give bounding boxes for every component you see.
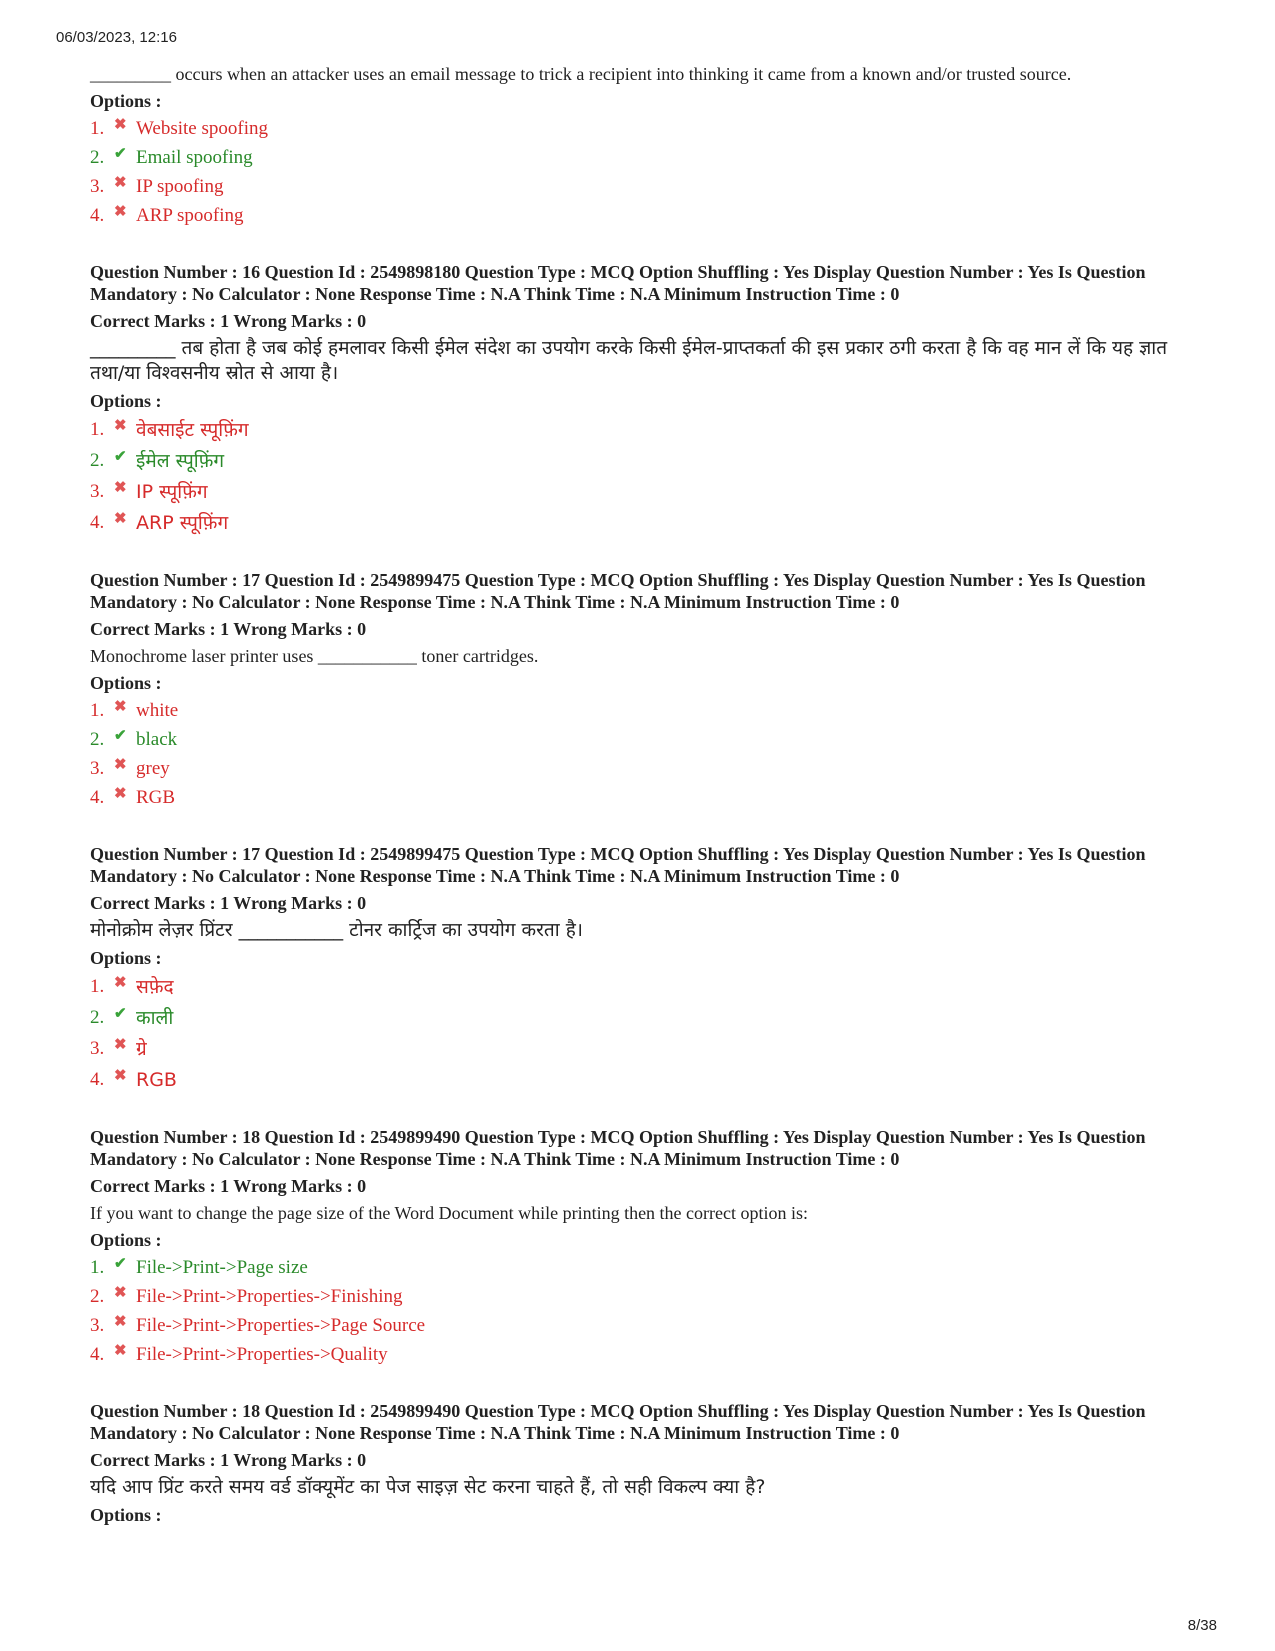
question-text: _________ occurs when an attacker uses an email message to trick a recipient into thinking it came from a known and/or trusted source. xyxy=(90,64,1072,84)
option-item xyxy=(90,786,1200,810)
options-label: Options : xyxy=(90,673,162,693)
option-number: 1. xyxy=(90,976,105,997)
question-meta: Question Number : 18 Question Id : 2549899490 Question Type : MCQ Option Shuffling : Yes Display Question Number : Yes Is Question Mandatory : No Calculator : None Response Time : N.A Think Time : N.A Minimum Instruction Time : 0 xyxy=(90,1401,1146,1443)
question-marks: Correct Marks : 1 Wrong Marks : 0 xyxy=(90,311,367,331)
option-number: 3. xyxy=(90,481,105,502)
check-icon: ✔ xyxy=(114,449,127,465)
option-number: 4. xyxy=(90,1069,105,1090)
question-text: यदि आप प्रिंट करते समय वर्ड डॉक्यूमेंट का पेज साइज़ सेट करना चाहते हैं, तो सही विकल्प क्या है? xyxy=(90,1476,766,1498)
question-block xyxy=(90,1126,1200,1367)
option-item xyxy=(90,204,1200,228)
option-number: 1. xyxy=(90,1257,105,1278)
option-number: 2. xyxy=(90,450,105,471)
options-label: Options : xyxy=(90,91,162,111)
option-item xyxy=(90,175,1200,199)
question-marks: Correct Marks : 1 Wrong Marks : 0 xyxy=(90,619,367,639)
option-item xyxy=(90,146,1200,170)
options-label: Options : xyxy=(90,391,162,411)
option-text: File->Print->Properties->Quality xyxy=(136,1344,388,1365)
option-text: white xyxy=(136,700,179,721)
cross-icon: ✖ xyxy=(114,1037,127,1053)
check-icon: ✔ xyxy=(114,1006,127,1022)
option-number: 4. xyxy=(90,787,105,808)
option-number: 1. xyxy=(90,419,105,440)
cross-icon: ✖ xyxy=(114,1068,127,1084)
question-block xyxy=(90,843,1200,1093)
option-item xyxy=(90,1067,1200,1093)
check-icon: ✔ xyxy=(114,146,127,162)
options-label: Options : xyxy=(90,1505,162,1525)
options-label: Options : xyxy=(90,1230,162,1250)
option-item xyxy=(90,1256,1200,1280)
question-block xyxy=(90,62,1200,228)
option-text: सफ़ेद xyxy=(136,976,174,998)
option-item xyxy=(90,117,1200,141)
cross-icon: ✖ xyxy=(114,480,127,496)
option-number: 2. xyxy=(90,729,105,750)
option-item xyxy=(90,417,1200,443)
option-number: 2. xyxy=(90,1286,105,1307)
question-marks: Correct Marks : 1 Wrong Marks : 0 xyxy=(90,1176,367,1196)
option-text: RGB xyxy=(136,787,176,808)
option-text: ARP spoofing xyxy=(136,205,244,226)
question-meta: Question Number : 16 Question Id : 2549898180 Question Type : MCQ Option Shuffling : Yes Display Question Number : Yes Is Question Mandatory : No Calculator : None Response Time : N.A Think Time : N.A Minimum Instruction Time : 0 xyxy=(90,262,1146,304)
option-text: ईमेल स्पूफ़िंग xyxy=(136,450,225,472)
option-item xyxy=(90,1285,1200,1309)
option-number: 4. xyxy=(90,512,105,533)
option-number: 4. xyxy=(90,205,105,226)
option-text: File->Print->Page size xyxy=(136,1257,308,1278)
cross-icon: ✖ xyxy=(114,975,127,991)
option-item xyxy=(90,1005,1200,1031)
cross-icon: ✖ xyxy=(114,511,127,527)
option-item xyxy=(90,757,1200,781)
option-text: IP spoofing xyxy=(136,176,224,197)
option-number: 3. xyxy=(90,1038,105,1059)
option-text: RGB xyxy=(136,1069,177,1091)
cross-icon: ✖ xyxy=(114,1343,127,1359)
question-text: मोनोक्रोम लेज़र प्रिंटर ___________ टोनर कार्ट्रिज का उपयोग करता है। xyxy=(90,919,583,941)
option-text: वेबसाईट स्पूफ़िंग xyxy=(136,419,249,441)
question-meta: Question Number : 17 Question Id : 2549899475 Question Type : MCQ Option Shuffling : Yes Display Question Number : Yes Is Question Mandatory : No Calculator : None Response Time : N.A Think Time : N.A Minimum Instruction Time : 0 xyxy=(90,570,1146,612)
option-number: 4. xyxy=(90,1344,105,1365)
question-meta: Question Number : 18 Question Id : 2549899490 Question Type : MCQ Option Shuffling : Yes Display Question Number : Yes Is Question Mandatory : No Calculator : None Response Time : N.A Think Time : N.A Minimum Instruction Time : 0 xyxy=(90,1127,1146,1169)
cross-icon: ✖ xyxy=(114,699,127,715)
option-item xyxy=(90,510,1200,536)
option-text: File->Print->Properties->Page Source xyxy=(136,1315,426,1336)
option-item xyxy=(90,1036,1200,1062)
check-icon: ✔ xyxy=(114,1256,127,1272)
option-item xyxy=(90,1314,1200,1338)
option-item xyxy=(90,974,1200,1000)
option-text: ARP स्पूफ़िंग xyxy=(136,512,229,534)
option-number: 2. xyxy=(90,147,105,168)
cross-icon: ✖ xyxy=(114,175,127,191)
option-number: 3. xyxy=(90,176,105,197)
question-marks: Correct Marks : 1 Wrong Marks : 0 xyxy=(90,1450,367,1470)
question-block xyxy=(90,1400,1200,1526)
option-text: ग्रे xyxy=(136,1038,147,1060)
option-text: File->Print->Properties->Finishing xyxy=(136,1286,403,1307)
question-block xyxy=(90,569,1200,810)
options-label: Options : xyxy=(90,948,162,968)
option-item xyxy=(90,448,1200,474)
option-text: black xyxy=(136,729,178,750)
question-marks: Correct Marks : 1 Wrong Marks : 0 xyxy=(90,893,367,913)
option-text: काली xyxy=(136,1007,174,1029)
option-number: 1. xyxy=(90,118,105,139)
question-text: _________ तब होता है जब कोई हमलावर किसी ईमेल संदेश का उपयोग करके किसी ईमेल-प्राप्तकर्ता की इस प्रकार ठगी करता है कि वह मान लें कि यह ज्ञात तथा/या विश्वसनीय स्रोत से आया है। xyxy=(90,337,1168,384)
option-number: 1. xyxy=(90,700,105,721)
option-text: grey xyxy=(136,758,170,779)
cross-icon: ✖ xyxy=(114,757,127,773)
option-item xyxy=(90,1343,1200,1367)
check-icon: ✔ xyxy=(114,728,127,744)
option-text: IP स्पूफ़िंग xyxy=(136,481,208,503)
question-text: If you want to change the page size of the Word Document while printing then the correct option is: xyxy=(90,1203,809,1223)
option-number: 3. xyxy=(90,758,105,779)
question-paper-content xyxy=(90,58,1200,1559)
page-number: 8/38 xyxy=(1187,1617,1217,1634)
cross-icon: ✖ xyxy=(114,117,127,133)
cross-icon: ✖ xyxy=(114,1314,127,1330)
cross-icon: ✖ xyxy=(114,418,127,434)
option-number: 2. xyxy=(90,1007,105,1028)
option-item xyxy=(90,479,1200,505)
option-number: 3. xyxy=(90,1315,105,1336)
question-meta: Question Number : 17 Question Id : 2549899475 Question Type : MCQ Option Shuffling : Yes Display Question Number : Yes Is Question Mandatory : No Calculator : None Response Time : N.A Think Time : N.A Minimum Instruction Time : 0 xyxy=(90,844,1146,886)
question-block xyxy=(90,261,1200,536)
cross-icon: ✖ xyxy=(114,786,127,802)
option-item xyxy=(90,728,1200,752)
cross-icon: ✖ xyxy=(114,204,127,220)
print-timestamp: 06/03/2023, 12:16 xyxy=(56,29,177,46)
cross-icon: ✖ xyxy=(114,1285,127,1301)
question-text: Monochrome laser printer uses ___________ toner cartridges. xyxy=(90,646,539,666)
option-item xyxy=(90,699,1200,723)
option-text: Website spoofing xyxy=(136,118,268,139)
option-text: Email spoofing xyxy=(136,147,253,168)
